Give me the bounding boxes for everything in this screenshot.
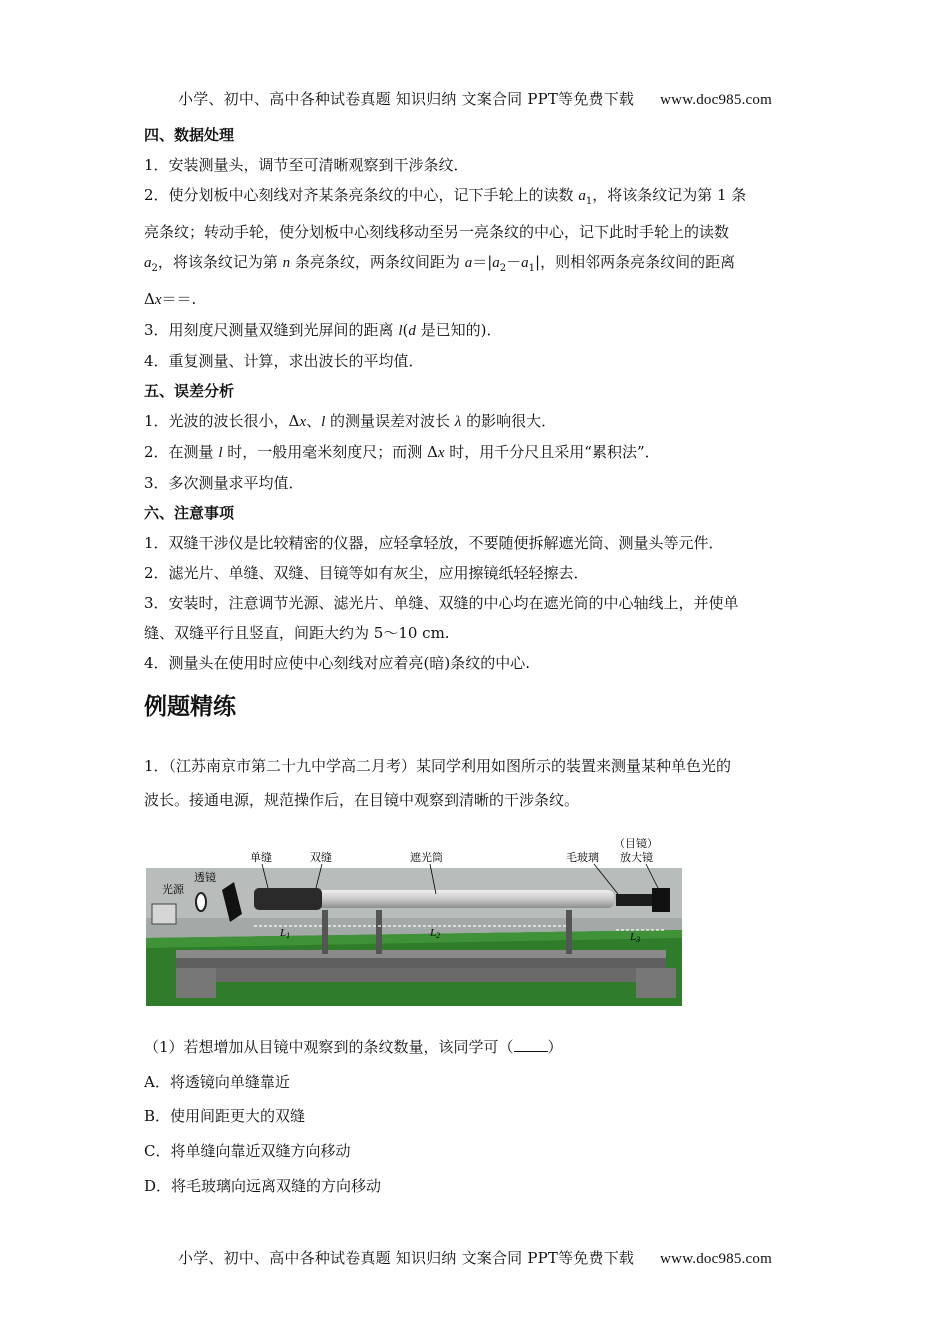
label-light-source: 光源 xyxy=(162,883,184,896)
L2-sub: 2 xyxy=(436,931,441,940)
rail-leg-left xyxy=(176,968,216,998)
footer-site-link[interactable]: www.doc985.com xyxy=(660,1251,772,1267)
rail-top xyxy=(176,950,666,958)
var-x: x xyxy=(299,414,307,430)
s6-item-3 xyxy=(144,588,808,648)
answer-blank[interactable] xyxy=(514,1037,548,1052)
text: ( xyxy=(402,321,409,339)
L1-sub: 1 xyxy=(286,931,291,940)
s4-item-4: 4．重复测量、计算，求出波长的平均值． xyxy=(144,352,424,370)
var-lambda: λ xyxy=(454,414,462,430)
example-heading: 例题精练 xyxy=(144,694,236,720)
s5-item-2 xyxy=(144,437,808,468)
sub-2: 2 xyxy=(151,263,158,274)
var-a: a xyxy=(492,255,500,271)
text: 的影响很大． xyxy=(461,412,557,430)
text: Δ xyxy=(144,290,155,308)
question-line-1: 1．（江苏南京市第二十九中学高二月考）某同学利用如图所示的装置来测量某种单色光的 xyxy=(144,757,732,775)
apparatus-figure xyxy=(146,838,682,1006)
label-ground-glass: 毛玻璃 xyxy=(566,851,599,864)
sub-1: 1 xyxy=(528,263,536,274)
measuring-head xyxy=(616,894,652,906)
var-d: d xyxy=(408,323,416,339)
text: 条亮条纹，两条纹间距为 xyxy=(290,253,465,271)
s4-item-3 xyxy=(144,315,808,346)
label-lens: 透镜 xyxy=(194,871,216,884)
s5-item-1 xyxy=(144,406,808,437)
label-tube: 遮光筒 xyxy=(410,851,443,864)
s6-item-2: 2．滤光片、单缝、双缝、目镜等如有灰尘，应用擦镜纸轻轻擦去． xyxy=(144,564,589,582)
text: ＝| xyxy=(472,253,493,271)
sub-1: 1 xyxy=(585,196,593,207)
L2-letter: L xyxy=(430,927,437,939)
support-2 xyxy=(376,910,382,954)
header-site-link[interactable]: www.doc985.com xyxy=(660,92,772,108)
support-1 xyxy=(322,910,328,954)
L3-sub: 3 xyxy=(636,935,641,944)
s6-item-1: 1．双缝干涉仪是比较精密的仪器，应轻拿轻放，不要随便拆解遮光筒、测量头等元件． xyxy=(144,534,724,552)
var-x: x xyxy=(437,445,445,461)
section-title-precautions: 六、注意事项 xyxy=(144,504,235,522)
var-a: a xyxy=(144,255,152,271)
option-c[interactable]: C．将单缝向靠近双缝方向移动 xyxy=(144,1142,351,1160)
text: ＝＝. xyxy=(161,290,197,308)
s4-item-2 xyxy=(144,180,808,315)
label-single-slit: 单缝 xyxy=(250,851,272,864)
text: 3．安装时，注意调节光源、滤光片、单缝、双缝的中心均在遮光筒的中心轴线上，并使单 xyxy=(144,594,739,612)
text: ，将该条纹记为第 1 条 xyxy=(592,186,747,204)
var-l: l xyxy=(218,445,223,461)
section-title-data-processing: 四、数据处理 xyxy=(144,126,235,144)
main-content xyxy=(144,120,808,678)
option-a[interactable]: A．将透镜向单缝靠近 xyxy=(144,1073,290,1091)
L3-letter: L xyxy=(630,931,637,943)
var-a: a xyxy=(578,188,586,204)
label-double-slit: 双缝 xyxy=(310,851,332,864)
text: 的测量误差对波长 xyxy=(325,412,455,430)
option-d[interactable]: D．将毛玻璃向远离双缝的方向移动 xyxy=(144,1177,382,1195)
sub-question-close: ） xyxy=(547,1038,563,1056)
footer-text: 小学、初中、高中各种试卷真题 知识归纳 文案合同 PPT等免费下载 xyxy=(178,1249,635,1267)
text: 是已知的)． xyxy=(415,321,502,339)
text: 时，用千分尺且采用“累积法”． xyxy=(444,443,660,461)
support-3 xyxy=(566,910,572,954)
page-footer xyxy=(0,1247,950,1268)
s4-item-1: 1．安装测量头，调节至可清晰观察到干涉条纹． xyxy=(144,156,469,174)
sub-question-1 xyxy=(144,1035,563,1059)
slit-holder xyxy=(254,888,322,910)
lens xyxy=(196,893,206,911)
option-b[interactable]: B．使用间距更大的双缝 xyxy=(144,1107,306,1125)
var-n: n xyxy=(282,255,291,271)
text: |，则相邻两条亮条纹间的距离 xyxy=(535,253,736,271)
rail-side xyxy=(176,968,666,982)
text: － xyxy=(506,253,522,271)
text: 2．使分划板中心刻线对齐某条亮条纹的中心，记下手轮上的读数 xyxy=(144,186,579,204)
var-x: x xyxy=(154,292,162,308)
text: 2．在测量 xyxy=(144,443,219,461)
var-a: a xyxy=(464,255,473,271)
label-eyepiece: （目镜） xyxy=(614,838,658,850)
optical-rail xyxy=(176,958,666,968)
section-title-error-analysis: 五、误差分析 xyxy=(144,382,235,400)
question-1 xyxy=(144,749,808,817)
text: ，将该条纹记为第 xyxy=(157,253,283,271)
question-line-2: 波长。接通电源，规范操作后，在目镜中观察到清晰的干涉条纹。 xyxy=(144,791,580,809)
text: 1．光波的波长很小，Δ xyxy=(144,412,300,430)
var-l: l xyxy=(321,414,326,430)
text: 缝、双缝平行且竖直，间距大约为 5～10 cm. xyxy=(144,624,450,642)
header-text: 小学、初中、高中各种试卷真题 知识归纳 文案合同 PPT等免费下载 xyxy=(178,90,635,108)
var-l: l xyxy=(398,323,403,339)
label-magnifier: 放大镜 xyxy=(620,851,653,864)
L1-letter: L xyxy=(280,927,287,939)
text: 3．用刻度尺测量双缝到光屏间的距离 xyxy=(144,321,399,339)
page-header xyxy=(0,88,950,109)
s6-item-4: 4．测量头在使用时应使中心刻线对应着亮(暗)条纹的中心. xyxy=(144,654,531,672)
s5-item-3: 3．多次测量求平均值． xyxy=(144,474,304,492)
text: 时，一般用毫米刻度尺；而测 Δ xyxy=(222,443,438,461)
rail-leg-right xyxy=(636,968,676,998)
var-a: a xyxy=(521,255,529,271)
sub-question-text: （1）若想增加从目镜中观察到的条纹数量，该同学可（ xyxy=(144,1038,514,1056)
sub-2: 2 xyxy=(499,263,507,274)
text: 亮条纹；转动手轮，使分划板中心刻线移动至另一亮条纹的中心，记下此时手轮上的读数 xyxy=(144,223,730,241)
text: 、 xyxy=(306,412,322,430)
eyepiece xyxy=(652,888,670,912)
light-source xyxy=(152,904,176,924)
